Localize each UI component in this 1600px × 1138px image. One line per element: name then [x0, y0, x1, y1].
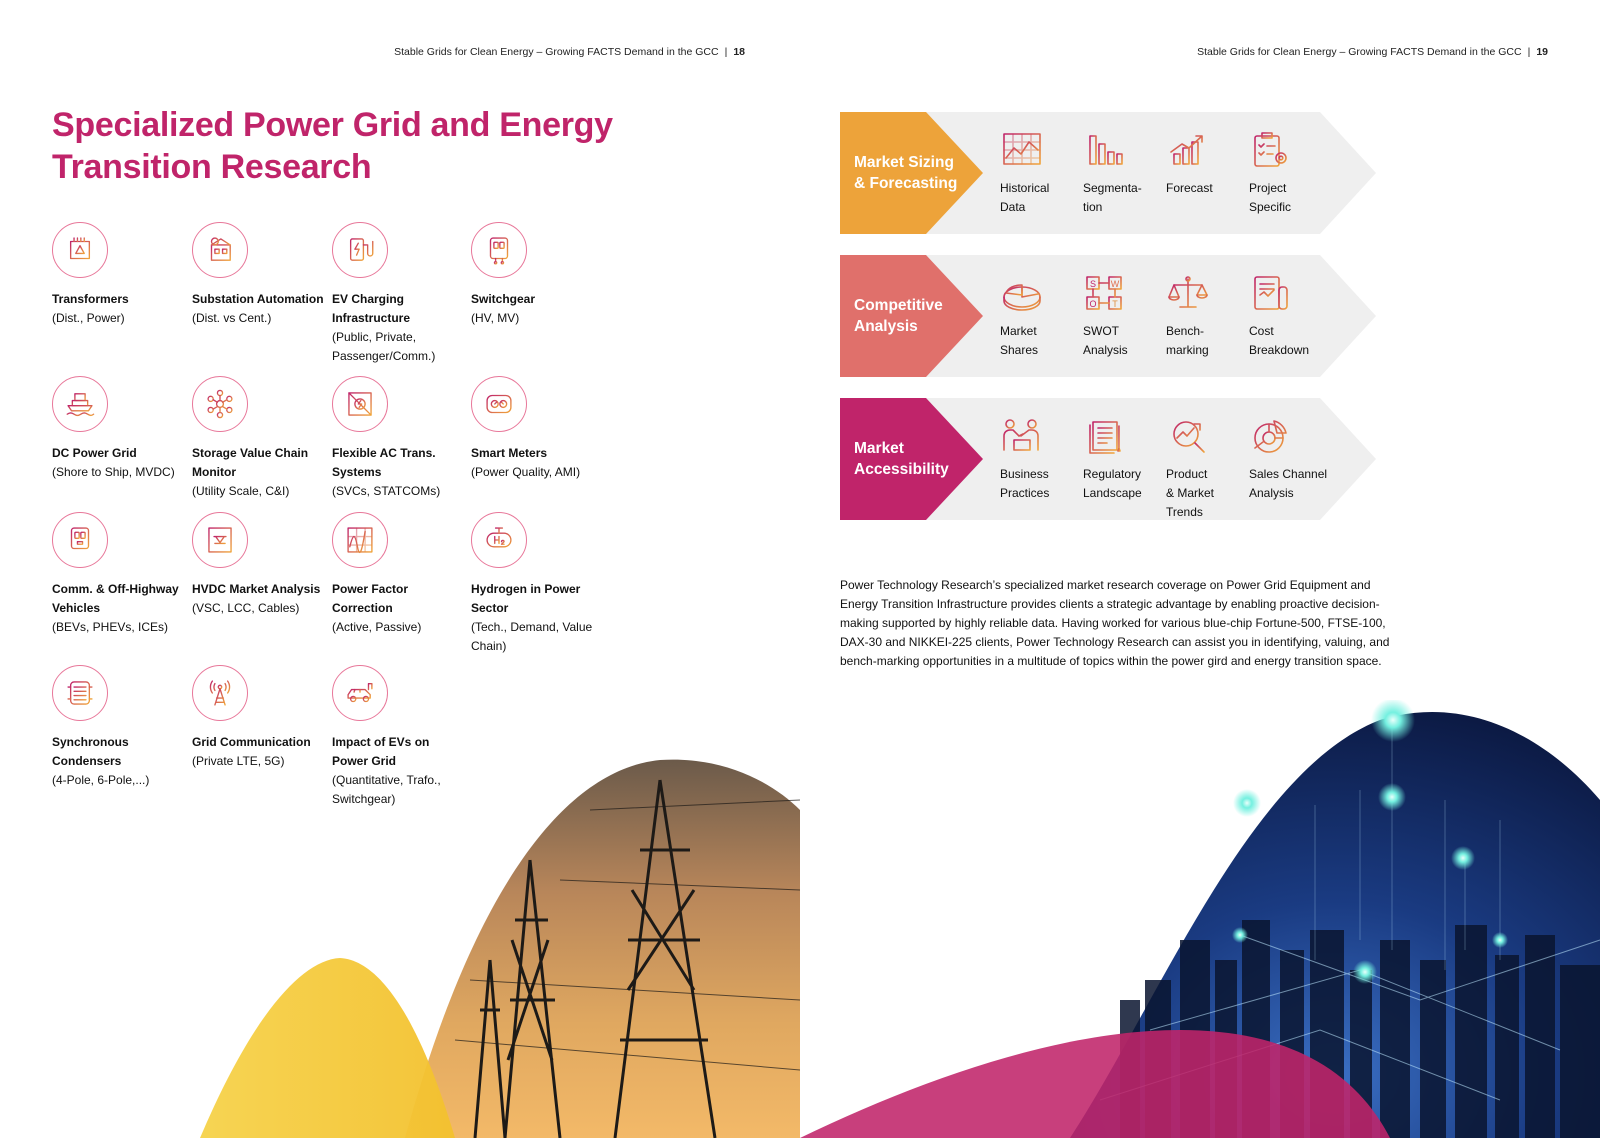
service-item-label	[1249, 179, 1329, 217]
transformer-icon	[52, 222, 108, 278]
service-item	[1000, 416, 1080, 503]
research-topic	[192, 376, 327, 501]
service-item-label-line-1: Regulatory	[1083, 467, 1142, 481]
smart-meter-icon	[471, 376, 527, 432]
topic-name: Synchronous Condensers	[52, 735, 129, 768]
research-topic	[52, 512, 187, 637]
svg-text:S: S	[1089, 279, 1097, 289]
row-label-line-2: Analysis	[854, 318, 918, 335]
magnifier-trend-icon	[1166, 416, 1210, 456]
topic-name: Power Factor Correction	[332, 582, 409, 615]
topic-name: Grid Communication	[192, 735, 311, 749]
decorative-city-hills	[800, 700, 1600, 1138]
topic-name: DC Power Grid	[52, 446, 137, 460]
topic-name: Transformers	[52, 292, 129, 306]
service-item-label	[1249, 465, 1329, 503]
service-item	[1083, 416, 1163, 503]
service-item	[1000, 130, 1080, 217]
swot-icon	[1083, 273, 1127, 313]
handshake-icon	[1000, 416, 1044, 456]
row-label-line-2: Accessibility	[854, 461, 949, 478]
research-topic	[332, 376, 467, 501]
research-topic	[192, 665, 327, 771]
research-topic	[471, 512, 606, 656]
topic-name: Smart Meters	[471, 446, 548, 460]
service-item-label-line-2: Breakdown	[1249, 343, 1310, 357]
service-item-label-line-2: Practices	[1000, 486, 1050, 500]
topic-name: Hydrogen in Power Sector	[471, 582, 581, 615]
intro-paragraph: Power Technology Research’s specialized market research coverage on Power Grid Equipment and Energy Transition Infrastructure provides clients a strategic advantage by enabling proactive decision-making supported by highly reliable data. Having worked for various blue-chip Fortune-500, FTSE-100, DAX-30 and NIKKEI-225 clients, Power Technology Research can assist you in identifying, valuing, and bench-marking opportunities in a multitude of topics within the power gird and energy transition space.	[840, 578, 1390, 668]
topic-name: Storage Value Chain Monitor	[192, 446, 309, 479]
topic-subtitle: (Utility Scale, C&I)	[192, 484, 290, 498]
research-topic	[52, 665, 187, 790]
switchgear-icon	[471, 222, 527, 278]
condenser-icon	[52, 665, 108, 721]
forecast-icon	[1166, 130, 1210, 170]
service-item-label-line-1: Business	[1000, 467, 1049, 481]
topic-name: Switchgear	[471, 292, 536, 306]
row-label-line-1: Market Sizing	[854, 154, 954, 171]
donut-chart-icon	[1249, 416, 1293, 456]
service-item-label-line-1: Bench-	[1166, 324, 1205, 338]
vehicle-charger-icon	[52, 512, 108, 568]
service-item-label-line-2: Analysis	[1083, 343, 1128, 357]
topic-name: Impact of EVs on Power Grid	[332, 735, 430, 768]
service-item-label-line-1: Market	[1000, 324, 1037, 338]
hvdc-icon	[192, 512, 248, 568]
service-item-label-line-1: Project	[1249, 181, 1287, 195]
documents-icon	[1083, 416, 1127, 456]
row-label	[854, 398, 984, 520]
topic-subtitle: (Dist. vs Cent.)	[192, 311, 272, 325]
topic-subtitle: (Dist., Power)	[52, 311, 125, 325]
topic-subtitle: (4-Pole, 6-Pole,...)	[52, 773, 150, 787]
header-title: Stable Grids for Clean Energy – Growing FACTS Demand in the GCC	[1197, 46, 1522, 58]
hydrogen-tank-icon	[471, 512, 527, 568]
research-topic	[332, 512, 467, 637]
running-header-left: Stable Grids for Clean Energy – Growing FACTS Demand in the GCC | 18	[394, 46, 745, 58]
service-row	[840, 112, 1380, 234]
service-item-label	[1083, 465, 1163, 503]
service-item	[1249, 416, 1329, 503]
topic-subtitle: (Public, Private, Passenger/Comm.)	[332, 330, 436, 363]
topic-name: Comm. & Off-Highway Vehicles	[52, 582, 179, 615]
service-item-label	[1166, 179, 1246, 198]
research-topic	[332, 222, 467, 366]
topic-subtitle: (Shore to Ship, MVDC)	[52, 465, 175, 479]
service-item-label	[1083, 179, 1163, 217]
service-item-label-line-3: Trends	[1166, 505, 1203, 519]
page-right	[800, 0, 1600, 1138]
service-item-label-line-1: SWOT	[1083, 324, 1119, 338]
topic-subtitle: (Active, Passive)	[332, 620, 422, 634]
topic-subtitle: (BEVs, PHEVs, ICEs)	[52, 620, 169, 634]
topic-name: Substation Automation	[192, 292, 324, 306]
service-item-label-line-2: marking	[1166, 343, 1209, 357]
row-label-line-1: Competitive	[854, 297, 943, 314]
row-label-line-1: Market	[854, 440, 904, 457]
service-item-label-line-2: Landscape	[1083, 486, 1142, 500]
research-topic	[52, 222, 187, 328]
topic-name: EV Charging Infrastructure	[332, 292, 411, 325]
service-item-label-line-1: Sales Channel	[1249, 467, 1328, 481]
topic-subtitle: (Quantitative, Trafo., Switchgear)	[332, 773, 441, 806]
service-item	[1166, 416, 1246, 522]
service-row	[840, 398, 1380, 520]
facts-icon	[332, 376, 388, 432]
topic-name: HVDC Market Analysis	[192, 582, 321, 596]
substation-icon	[192, 222, 248, 278]
service-row	[840, 255, 1380, 377]
research-topic	[332, 665, 467, 809]
topic-subtitle: (Power Quality, AMI)	[471, 465, 581, 479]
row-label-line-2: & Forecasting	[854, 175, 958, 192]
network-icon	[192, 376, 248, 432]
service-item	[1249, 273, 1329, 360]
row-label	[854, 112, 984, 234]
service-item-label-line-2: Specific	[1249, 200, 1292, 214]
service-item	[1166, 130, 1246, 198]
service-item-label	[1166, 465, 1246, 522]
research-topic	[192, 512, 327, 618]
scale-icon	[1166, 273, 1210, 313]
topic-subtitle: (VSC, LCC, Cables)	[192, 601, 300, 615]
service-item	[1000, 273, 1080, 360]
waveform-icon	[332, 512, 388, 568]
ship-icon	[52, 376, 108, 432]
service-item-label-line-2: Data	[1000, 200, 1026, 214]
ev-charger-icon	[332, 222, 388, 278]
clipboard-gear-icon	[1249, 130, 1293, 170]
power-lines-photo-shape	[405, 760, 800, 1138]
service-item-label-line-2: & Market	[1166, 486, 1215, 500]
service-item-label	[1000, 465, 1080, 503]
svg-text:T: T	[1112, 299, 1118, 309]
bar-chart-icon	[1083, 130, 1127, 170]
row-label	[854, 255, 984, 377]
service-item	[1166, 273, 1246, 360]
title-line-2: Transition Research	[52, 148, 372, 186]
svg-text:O: O	[1089, 299, 1097, 309]
service-item-label	[1166, 322, 1246, 360]
research-topic	[471, 222, 606, 328]
service-item-label	[1000, 179, 1080, 217]
ev-car-icon	[332, 665, 388, 721]
research-topic	[192, 222, 327, 328]
service-item-label	[1000, 322, 1080, 360]
topic-subtitle: (HV, MV)	[471, 311, 520, 325]
service-item	[1249, 130, 1329, 217]
service-item-label	[1249, 322, 1329, 360]
antenna-icon	[192, 665, 248, 721]
research-topic	[471, 376, 606, 482]
historical-chart-icon	[1000, 130, 1044, 170]
service-item	[1083, 273, 1163, 360]
service-item-label-line-2: Shares	[1000, 343, 1039, 357]
service-item-label-line-1: Cost	[1249, 324, 1274, 338]
service-item	[1083, 130, 1163, 217]
title-line-1: Specialized Power Grid and Energy	[52, 106, 613, 144]
topic-subtitle: (Private LTE, 5G)	[192, 754, 285, 768]
service-item-label	[1083, 322, 1163, 360]
topic-subtitle: (Tech., Demand, Value Chain)	[471, 620, 593, 653]
topic-name: Flexible AC Trans. Systems	[332, 446, 436, 479]
topic-subtitle: (SVCs, STATCOMs)	[332, 484, 441, 498]
service-item-label-line-1: Segmenta-	[1083, 181, 1142, 195]
page-title	[52, 104, 652, 188]
header-title: Stable Grids for Clean Energy – Growing FACTS Demand in the GCC	[394, 46, 719, 58]
research-topic	[52, 376, 187, 482]
service-item-label-line-2: Analysis	[1249, 486, 1294, 500]
service-item-label-line-1: Historical	[1000, 181, 1050, 195]
yellow-hill	[200, 958, 455, 1138]
running-header-right: Stable Grids for Clean Energy – Growing FACTS Demand in the GCC | 19	[1197, 46, 1548, 58]
page-number: 19	[1536, 46, 1548, 58]
service-item-label-line-1: Product	[1166, 467, 1208, 481]
svg-text:W: W	[1110, 279, 1120, 289]
report-icon	[1249, 273, 1293, 313]
service-item-label-line-1: Forecast	[1166, 181, 1213, 195]
page-number: 18	[733, 46, 745, 58]
service-item-label-line-2: tion	[1083, 200, 1103, 214]
pie-chart-icon	[1000, 273, 1044, 313]
